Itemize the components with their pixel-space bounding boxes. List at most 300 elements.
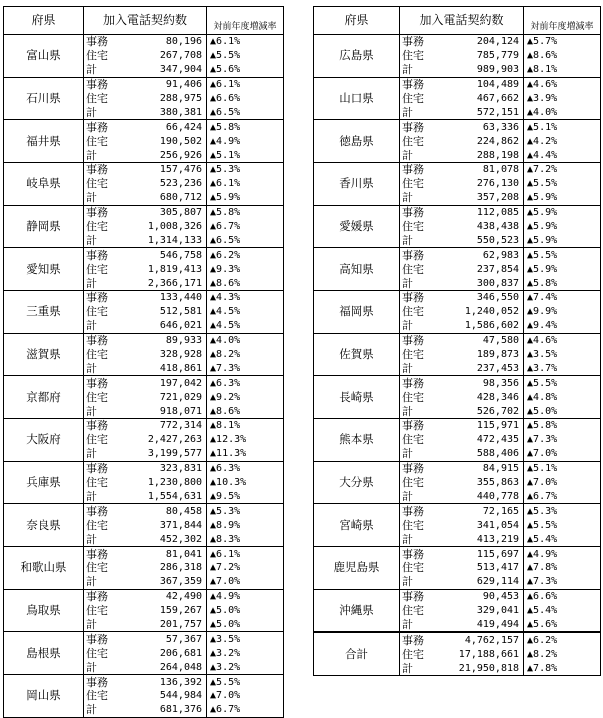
change-rate-value: 6.5% (216, 234, 241, 246)
row-label: 住宅 (84, 305, 114, 319)
change-rate (524, 532, 601, 546)
change-rate-value: 4.2% (533, 135, 558, 147)
change-rate-value: 4.4% (533, 149, 558, 161)
change-rate-value: 8.1% (533, 64, 558, 76)
subscription-count: 190,502 (159, 135, 203, 147)
header-row (314, 7, 601, 35)
right-table (313, 6, 601, 676)
change-rate-value: 9.9% (533, 306, 558, 318)
change-rate (207, 618, 284, 632)
change-rate-value: 5.5% (533, 519, 558, 531)
row-label: 事務 (84, 461, 114, 475)
change-rate-value: 4.5% (216, 306, 241, 318)
subscription-count: 80,458 (165, 505, 203, 517)
decrease-triangle-icon: ▲ (527, 618, 534, 630)
row-label: 住宅 (400, 220, 430, 234)
change-rate-value: 5.5% (216, 50, 241, 62)
subscription-count: 136,392 (159, 676, 203, 688)
decrease-triangle-icon: ▲ (210, 164, 217, 176)
decrease-triangle-icon: ▲ (210, 192, 217, 204)
decrease-triangle-icon: ▲ (210, 591, 217, 603)
row-label: 住宅 (84, 476, 114, 490)
change-rate-value: 8.6% (216, 405, 241, 417)
change-rate-value: 5.3% (533, 505, 558, 517)
subscription-count: 646,021 (114, 319, 207, 333)
row-label: 計 (400, 661, 430, 675)
prefecture-name: 三重県 (4, 291, 84, 334)
row-label: 事務 (84, 120, 114, 134)
change-rate-value: 5.9% (533, 192, 558, 204)
change-rate-value: 11.3% (216, 448, 247, 460)
change-rate-value: 4.9% (533, 548, 558, 560)
change-rate (524, 404, 601, 418)
subscription-count: 467,662 (476, 93, 520, 104)
change-rate (524, 604, 601, 618)
row-label: 事務 (400, 163, 430, 177)
decrease-triangle-icon: ▲ (527, 349, 534, 361)
change-rate (524, 305, 601, 319)
change-rate (207, 632, 284, 646)
change-rate (524, 647, 601, 661)
row-label: 計 (84, 105, 114, 119)
row-label: 住宅 (84, 262, 114, 276)
decrease-triangle-icon: ▲ (210, 121, 217, 133)
decrease-triangle-icon: ▲ (210, 576, 217, 588)
row-label: 計 (84, 532, 114, 546)
decrease-triangle-icon: ▲ (527, 306, 534, 318)
decrease-triangle-icon: ▲ (527, 519, 534, 531)
table-row (4, 589, 284, 603)
row-label: 住宅 (400, 92, 430, 106)
decrease-triangle-icon: ▲ (527, 662, 534, 674)
change-rate (207, 305, 284, 319)
row-label: 計 (400, 618, 430, 633)
change-rate (524, 163, 601, 177)
decrease-triangle-icon: ▲ (210, 562, 217, 574)
subscription-count: 197,042 (159, 377, 203, 389)
table-row (4, 163, 284, 177)
row-label: 事務 (84, 291, 114, 305)
change-rate-value: 3.2% (216, 661, 241, 673)
change-rate (524, 476, 601, 490)
row-label: 計 (84, 361, 114, 375)
row-label: 計 (400, 447, 430, 461)
table-row (4, 376, 284, 390)
change-rate (524, 291, 601, 305)
change-rate-value: 5.1% (533, 463, 558, 475)
subscription-count: 288,198 (430, 148, 524, 162)
decrease-triangle-icon: ▲ (210, 221, 217, 233)
row-label: 事務 (400, 419, 430, 433)
decrease-triangle-icon: ▲ (210, 618, 217, 630)
prefecture-name: 滋賀県 (4, 333, 84, 376)
row-label: 事務 (84, 205, 114, 219)
table-row (314, 163, 601, 177)
row-label: 計 (400, 105, 430, 119)
decrease-triangle-icon: ▲ (527, 50, 534, 62)
change-rate (207, 476, 284, 490)
row-label: 事務 (400, 333, 430, 347)
row-label: 事務 (400, 461, 430, 475)
decrease-triangle-icon: ▲ (210, 605, 217, 617)
change-rate (207, 134, 284, 148)
change-rate-value: 4.3% (216, 292, 241, 304)
decrease-triangle-icon: ▲ (527, 477, 534, 489)
change-rate-value: 5.9% (533, 234, 558, 246)
change-rate-value: 7.3% (216, 362, 241, 374)
decrease-triangle-icon: ▲ (210, 292, 217, 304)
change-rate-value: 6.1% (216, 79, 241, 91)
change-rate (207, 319, 284, 333)
subscription-count: 204,124 (476, 36, 520, 48)
table-row (314, 376, 601, 390)
decrease-triangle-icon: ▲ (527, 164, 534, 176)
change-rate (207, 233, 284, 247)
change-rate-value: 6.6% (216, 93, 241, 104)
prefecture-name: 島根県 (4, 632, 84, 675)
change-rate (207, 604, 284, 618)
change-rate-value: 9.5% (216, 490, 241, 502)
row-label: 計 (400, 532, 430, 546)
prefecture-name: 高知県 (314, 248, 400, 291)
row-label: 計 (400, 191, 430, 205)
subscription-count: 772,314 (159, 420, 203, 432)
row-label: 事務 (84, 376, 114, 390)
row-label: 住宅 (400, 390, 430, 404)
header-pref: 府県 (314, 7, 400, 35)
decrease-triangle-icon: ▲ (210, 178, 217, 190)
change-rate (207, 660, 284, 674)
decrease-triangle-icon: ▲ (527, 178, 534, 190)
change-rate (207, 92, 284, 106)
change-rate (524, 504, 601, 518)
change-rate-value: 3.9% (533, 93, 558, 104)
change-rate-value: 5.1% (216, 149, 241, 161)
subscription-count: 112,085 (476, 207, 520, 219)
row-label: 計 (84, 660, 114, 674)
subscription-count: 347,904 (114, 63, 207, 77)
decrease-triangle-icon: ▲ (527, 36, 534, 48)
change-rate (207, 63, 284, 77)
row-label: 住宅 (84, 177, 114, 191)
change-rate (524, 63, 601, 77)
change-rate (524, 490, 601, 504)
change-rate-value: 4.5% (216, 320, 241, 332)
decrease-triangle-icon: ▲ (527, 121, 534, 133)
decrease-triangle-icon: ▲ (527, 605, 534, 617)
row-label: 住宅 (400, 604, 430, 618)
row-label: 住宅 (84, 518, 114, 532)
change-rate-value: 7.0% (533, 477, 558, 489)
change-rate (524, 390, 601, 404)
change-rate-value: 6.7% (533, 490, 558, 502)
change-rate (207, 163, 284, 177)
change-rate-value: 3.2% (216, 647, 241, 659)
row-label: 計 (84, 404, 114, 418)
change-rate (207, 77, 284, 91)
prefecture-name: 沖縄県 (314, 589, 400, 632)
decrease-triangle-icon: ▲ (210, 277, 217, 289)
change-rate (207, 689, 284, 703)
change-rate-value: 7.2% (216, 562, 241, 574)
subscription-count: 84,915 (482, 463, 520, 475)
change-rate-value: 7.3% (533, 434, 558, 446)
table-row (4, 504, 284, 518)
subscription-count: 237,854 (476, 263, 520, 275)
subscription-count: 276,130 (476, 178, 520, 190)
row-label: 事務 (84, 35, 114, 49)
subscription-count: 237,453 (430, 361, 524, 375)
subscription-count: 546,758 (159, 249, 203, 261)
row-label: 計 (400, 63, 430, 77)
prefecture-name: 山口県 (314, 77, 400, 120)
decrease-triangle-icon: ▲ (527, 207, 534, 219)
change-rate (524, 461, 601, 475)
decrease-triangle-icon: ▲ (210, 661, 217, 673)
change-rate (524, 333, 601, 347)
header-subscriptions: 加入電話契約数 (84, 7, 207, 35)
subscription-count: 104,489 (476, 79, 520, 91)
change-rate-value: 7.8% (533, 562, 558, 574)
change-rate (524, 661, 601, 675)
subscription-count: 523,236 (159, 178, 203, 190)
change-rate (207, 675, 284, 689)
prefecture-name: 合計 (314, 632, 400, 675)
decrease-triangle-icon: ▲ (527, 320, 534, 332)
subscription-count: 288,975 (159, 93, 203, 104)
row-label: 事務 (84, 419, 114, 433)
subscription-count: 512,581 (159, 306, 203, 318)
decrease-triangle-icon: ▲ (210, 490, 217, 502)
subscription-count: 440,778 (430, 490, 524, 504)
decrease-triangle-icon: ▲ (527, 490, 534, 502)
change-rate (207, 191, 284, 205)
row-label: 事務 (84, 547, 114, 561)
row-label: 事務 (400, 632, 430, 647)
change-rate (207, 461, 284, 475)
decrease-triangle-icon: ▲ (527, 420, 534, 432)
change-rate (207, 291, 284, 305)
row-label: 住宅 (400, 433, 430, 447)
change-rate (207, 490, 284, 504)
change-rate (524, 518, 601, 532)
decrease-triangle-icon: ▲ (210, 505, 217, 517)
subscription-count: 346,550 (476, 292, 520, 304)
row-label: 事務 (400, 589, 430, 603)
decrease-triangle-icon: ▲ (527, 634, 534, 646)
table-row (4, 675, 284, 689)
change-rate (207, 504, 284, 518)
decrease-triangle-icon: ▲ (527, 249, 534, 261)
header-pref: 府県 (4, 7, 84, 35)
row-label: 事務 (400, 291, 430, 305)
subscription-count: 419,494 (430, 618, 524, 633)
change-rate-value: 9.4% (533, 320, 558, 332)
prefecture-name: 鳥取県 (4, 589, 84, 632)
prefecture-name: 宮崎県 (314, 504, 400, 547)
change-rate (207, 532, 284, 546)
row-label: 計 (84, 575, 114, 589)
prefecture-name: 静岡県 (4, 205, 84, 248)
subscription-count: 80,196 (165, 36, 203, 48)
decrease-triangle-icon: ▲ (210, 519, 217, 531)
table-row (4, 547, 284, 561)
subscription-count: 89,933 (165, 335, 203, 347)
subscription-count: 267,708 (159, 50, 203, 62)
change-rate (207, 433, 284, 447)
row-label: 計 (400, 319, 430, 333)
change-rate (207, 49, 284, 63)
subscription-count: 680,712 (114, 191, 207, 205)
change-rate-value: 5.3% (216, 164, 241, 176)
change-rate-value: 5.3% (216, 505, 241, 517)
row-label: 計 (84, 276, 114, 290)
prefecture-name: 香川県 (314, 163, 400, 206)
subscription-count: 371,844 (159, 519, 203, 531)
subscription-count: 452,302 (114, 532, 207, 546)
decrease-triangle-icon: ▲ (527, 548, 534, 560)
subscription-count: 42,490 (165, 591, 203, 603)
row-label: 計 (84, 447, 114, 461)
row-label: 計 (400, 490, 430, 504)
change-rate (207, 148, 284, 162)
subscription-count: 3,199,577 (114, 447, 207, 461)
subscription-count: 4,762,157 (464, 634, 520, 646)
table-row (314, 632, 601, 647)
change-rate-value: 7.0% (533, 448, 558, 460)
subscription-count: 367,359 (114, 575, 207, 589)
change-rate (524, 120, 601, 134)
change-rate-value: 8.2% (216, 349, 241, 361)
change-rate-value: 5.9% (533, 221, 558, 233)
change-rate-value: 9.2% (216, 391, 241, 403)
decrease-triangle-icon: ▲ (527, 79, 534, 91)
decrease-triangle-icon: ▲ (210, 633, 217, 645)
change-rate (524, 319, 601, 333)
change-rate-value: 10.3% (216, 477, 247, 489)
header-change: 対前年度増減率 (524, 7, 601, 35)
decrease-triangle-icon: ▲ (210, 149, 217, 161)
subscription-count: 63,336 (482, 121, 520, 133)
row-label: 住宅 (400, 476, 430, 490)
prefecture-name: 富山県 (4, 35, 84, 78)
table-row (314, 248, 601, 262)
decrease-triangle-icon: ▲ (527, 106, 534, 118)
subscription-count: 1,554,631 (114, 490, 207, 504)
decrease-triangle-icon: ▲ (210, 704, 217, 716)
decrease-triangle-icon: ▲ (210, 249, 217, 261)
decrease-triangle-icon: ▲ (527, 362, 534, 374)
change-rate (207, 589, 284, 603)
row-label: 事務 (84, 333, 114, 347)
subscription-count: 264,048 (114, 660, 207, 674)
change-rate (524, 49, 601, 63)
row-label: 事務 (400, 376, 430, 390)
change-rate (207, 561, 284, 575)
row-label: 住宅 (400, 647, 430, 661)
change-rate-value: 5.8% (216, 121, 241, 133)
subscription-count: 1,586,602 (430, 319, 524, 333)
row-label: 住宅 (84, 348, 114, 362)
change-rate (524, 191, 601, 205)
decrease-triangle-icon: ▲ (210, 207, 217, 219)
subscription-count: 81,078 (482, 164, 520, 176)
prefecture-name: 石川県 (4, 77, 84, 120)
change-rate-value: 7.0% (216, 690, 241, 702)
subscription-count: 323,831 (159, 463, 203, 475)
change-rate (524, 276, 601, 290)
table-row (4, 35, 284, 49)
subscription-count: 550,523 (430, 233, 524, 247)
subscription-count: 2,366,171 (114, 276, 207, 290)
prefecture-name: 佐賀県 (314, 333, 400, 376)
change-rate-value: 8.3% (216, 533, 241, 545)
table-row (4, 461, 284, 475)
decrease-triangle-icon: ▲ (210, 93, 217, 104)
change-rate-value: 8.6% (533, 50, 558, 62)
change-rate-value: 5.6% (216, 64, 241, 76)
subscription-count: 428,346 (476, 391, 520, 403)
subscription-count: 355,863 (476, 477, 520, 489)
row-label: 計 (84, 703, 114, 717)
decrease-triangle-icon: ▲ (210, 362, 217, 374)
change-rate-value: 3.5% (216, 633, 241, 645)
row-label: 計 (400, 148, 430, 162)
change-rate-value: 5.9% (533, 207, 558, 219)
row-label: 事務 (84, 632, 114, 646)
subscription-count: 47,580 (482, 335, 520, 347)
decrease-triangle-icon: ▲ (527, 576, 534, 588)
subscription-count: 989,903 (430, 63, 524, 77)
change-rate-value: 3.7% (533, 362, 558, 374)
subscription-count: 2,427,263 (147, 434, 203, 446)
table-row (314, 205, 601, 219)
change-rate (207, 390, 284, 404)
subscription-count: 57,367 (165, 633, 203, 645)
row-label: 事務 (84, 248, 114, 262)
table-row (314, 461, 601, 475)
decrease-triangle-icon: ▲ (210, 405, 217, 417)
change-rate-value: 6.3% (216, 463, 241, 475)
change-rate (524, 589, 601, 603)
row-label: 住宅 (400, 49, 430, 63)
decrease-triangle-icon: ▲ (527, 64, 534, 76)
change-rate (524, 248, 601, 262)
prefecture-name: 兵庫県 (4, 461, 84, 504)
change-rate-value: 4.8% (533, 391, 558, 403)
prefecture-name: 広島県 (314, 35, 400, 78)
row-label: 事務 (84, 77, 114, 91)
change-rate (207, 177, 284, 191)
change-rate (207, 262, 284, 276)
change-rate-value: 5.9% (533, 263, 558, 275)
row-label: 事務 (84, 504, 114, 518)
subscription-count: 1,314,133 (114, 233, 207, 247)
decrease-triangle-icon: ▲ (210, 79, 217, 91)
row-label: 住宅 (400, 134, 430, 148)
prefecture-name: 和歌山県 (4, 547, 84, 590)
row-label: 事務 (84, 675, 114, 689)
change-rate-value: 5.5% (216, 676, 241, 688)
decrease-triangle-icon: ▲ (210, 477, 217, 489)
prefecture-name: 鹿児島県 (314, 547, 400, 590)
change-rate (524, 262, 601, 276)
change-rate (207, 376, 284, 390)
row-label: 住宅 (400, 348, 430, 362)
row-label: 計 (400, 575, 430, 589)
subscription-count: 115,971 (476, 420, 520, 432)
change-rate-value: 6.1% (216, 548, 241, 560)
